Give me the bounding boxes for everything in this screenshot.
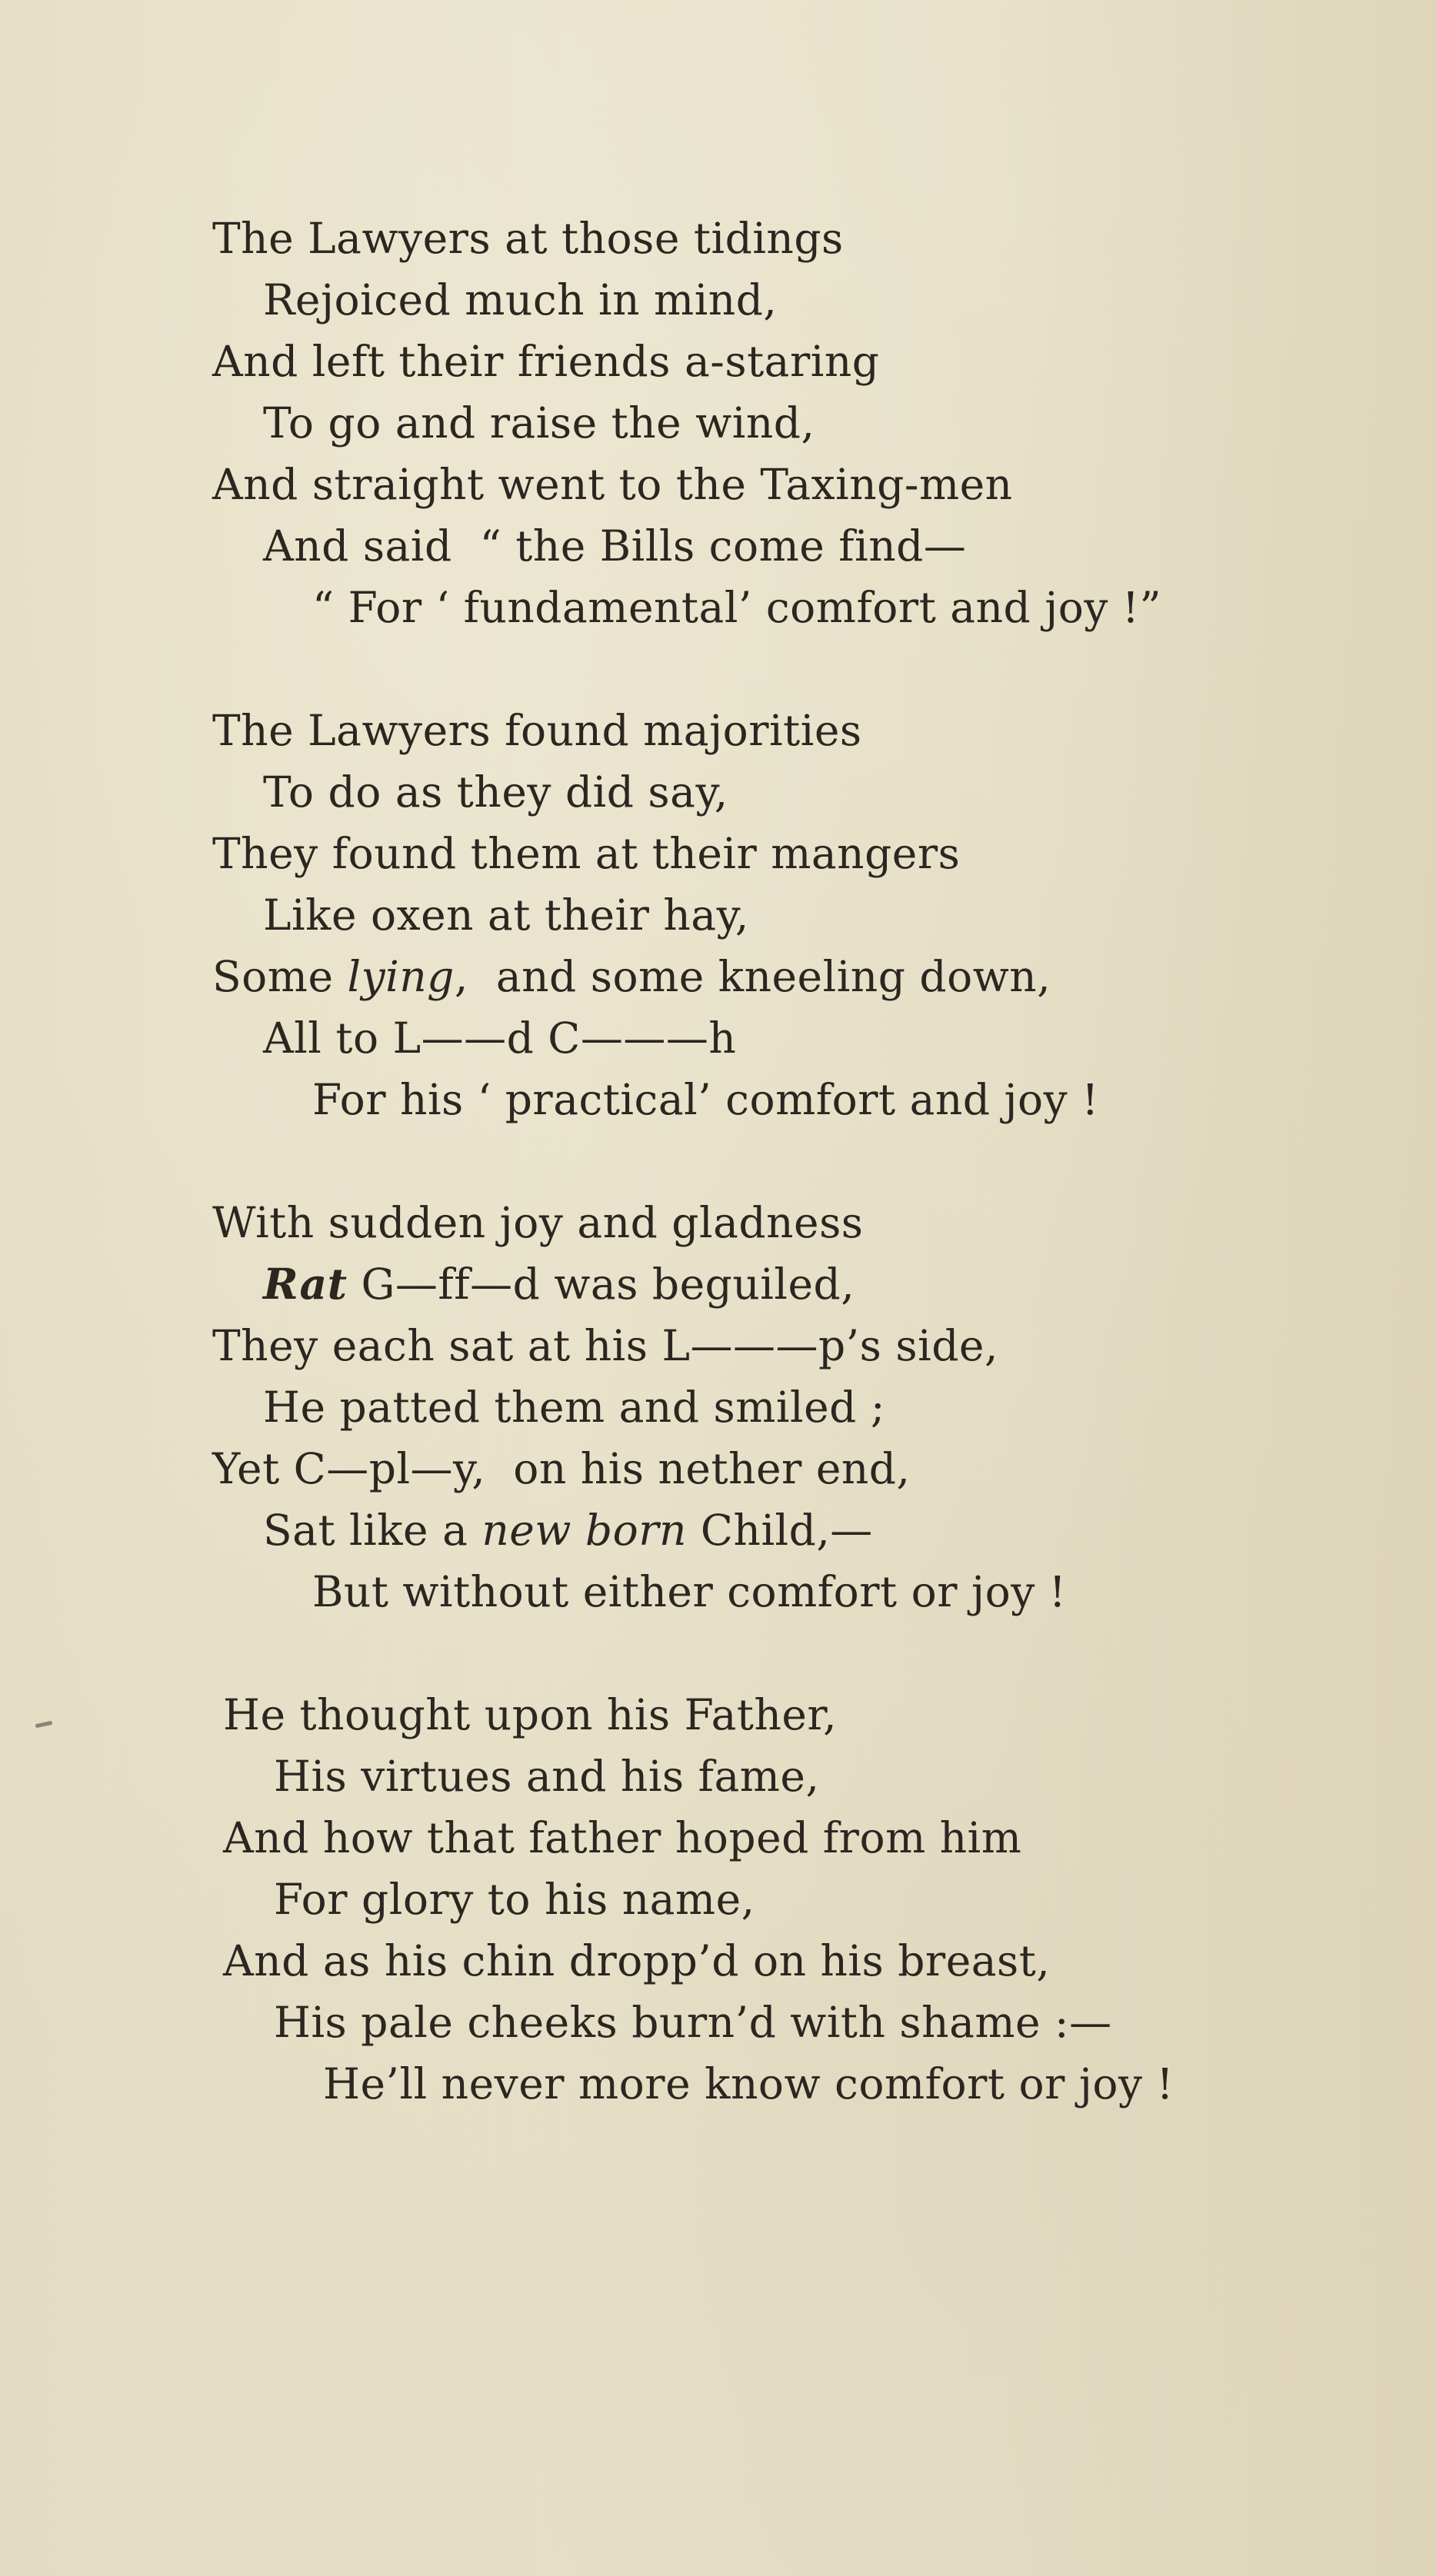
poem-line — [212, 700, 1289, 761]
poem-line — [212, 1561, 1289, 1622]
poem-line — [212, 1376, 1289, 1438]
poem-line — [212, 1069, 1289, 1130]
poem-line — [212, 208, 1289, 269]
poem-line — [223, 1869, 1289, 1930]
poem-line — [223, 1746, 1289, 1807]
stanza-1 — [212, 208, 1289, 638]
poem-body — [212, 208, 1289, 2176]
poem-line — [223, 1992, 1289, 2053]
line-text: The Lawyers at those tidings — [212, 214, 844, 263]
poem-line — [212, 823, 1289, 884]
line-text: And as his chin dropp’d on his breast, — [223, 1936, 1051, 1985]
poem-line — [212, 1438, 1289, 1499]
poem-line — [223, 2053, 1289, 2115]
line-text: Yet C—pl—y, on his nether end, — [212, 1444, 911, 1493]
poem-line — [212, 761, 1289, 823]
line-text: , and some kneeling down, — [454, 952, 1051, 1001]
poem-line — [212, 1253, 1289, 1315]
line-text: All to L——d C———h — [263, 1013, 737, 1063]
poem-line — [212, 515, 1289, 577]
margin-pencil-mark — [35, 1721, 53, 1728]
poem-line — [212, 1499, 1289, 1561]
line-text: And straight went to the Taxing-men — [212, 460, 1013, 509]
line-text: With sudden joy and gladness — [212, 1198, 864, 1247]
poem-line — [212, 946, 1289, 1007]
line-text: Sat like a — [263, 1506, 482, 1555]
line-text: Child,— — [686, 1506, 873, 1555]
poem-line — [212, 269, 1289, 331]
line-text: They each sat at his L———p’s side, — [212, 1321, 998, 1370]
line-text: He patted them and smiled ; — [263, 1383, 885, 1432]
stanza-3 — [212, 1192, 1289, 1622]
poem-line — [223, 1807, 1289, 1869]
poem-line — [212, 1315, 1289, 1376]
line-text: He thought upon his Father, — [223, 1690, 838, 1739]
stanza-2 — [212, 700, 1289, 1130]
line-text: “ For ‘ fundamental’ comfort and joy !” — [312, 583, 1162, 632]
line-text: His virtues and his fame, — [274, 1752, 820, 1801]
line-text: Some — [212, 952, 348, 1001]
poem-line — [212, 884, 1289, 946]
line-text: The Lawyers found majorities — [212, 706, 862, 755]
line-text: For glory to his name, — [274, 1875, 755, 1924]
line-text: But without either comfort or joy ! — [312, 1567, 1067, 1616]
line-text: For his ‘ practical’ comfort and joy ! — [312, 1075, 1099, 1124]
poem-line — [212, 1007, 1289, 1069]
emphasized-text: lying — [347, 952, 455, 1001]
line-text: He’ll never more know comfort or joy ! — [323, 2059, 1174, 2108]
poem-line — [212, 392, 1289, 454]
poem-line — [223, 1930, 1289, 1992]
line-text: And said “ the Bills come find— — [263, 521, 967, 571]
poem-line — [212, 577, 1289, 638]
poem-line — [212, 454, 1289, 515]
line-text: To do as they did say, — [263, 767, 728, 817]
poem-line — [212, 1192, 1289, 1253]
line-text: Rejoiced much in mind, — [263, 275, 778, 324]
line-text: G—ff—d was beguiled, — [347, 1260, 855, 1309]
poem-line — [212, 331, 1289, 392]
line-text: And how that father hoped from him — [223, 1813, 1022, 1862]
stanza-4 — [223, 1684, 1289, 2115]
line-text: To go and raise the wind, — [263, 398, 815, 448]
line-text: And left their friends a-staring — [212, 337, 880, 386]
line-text: Like oxen at their hay, — [263, 890, 749, 940]
emphasized-text: Rat — [263, 1259, 348, 1309]
poem-line — [223, 1684, 1289, 1746]
line-text: They found them at their mangers — [212, 829, 961, 878]
line-text: His pale cheeks burn’d with shame :— — [274, 1998, 1112, 2047]
emphasized-text: new born — [481, 1506, 687, 1555]
